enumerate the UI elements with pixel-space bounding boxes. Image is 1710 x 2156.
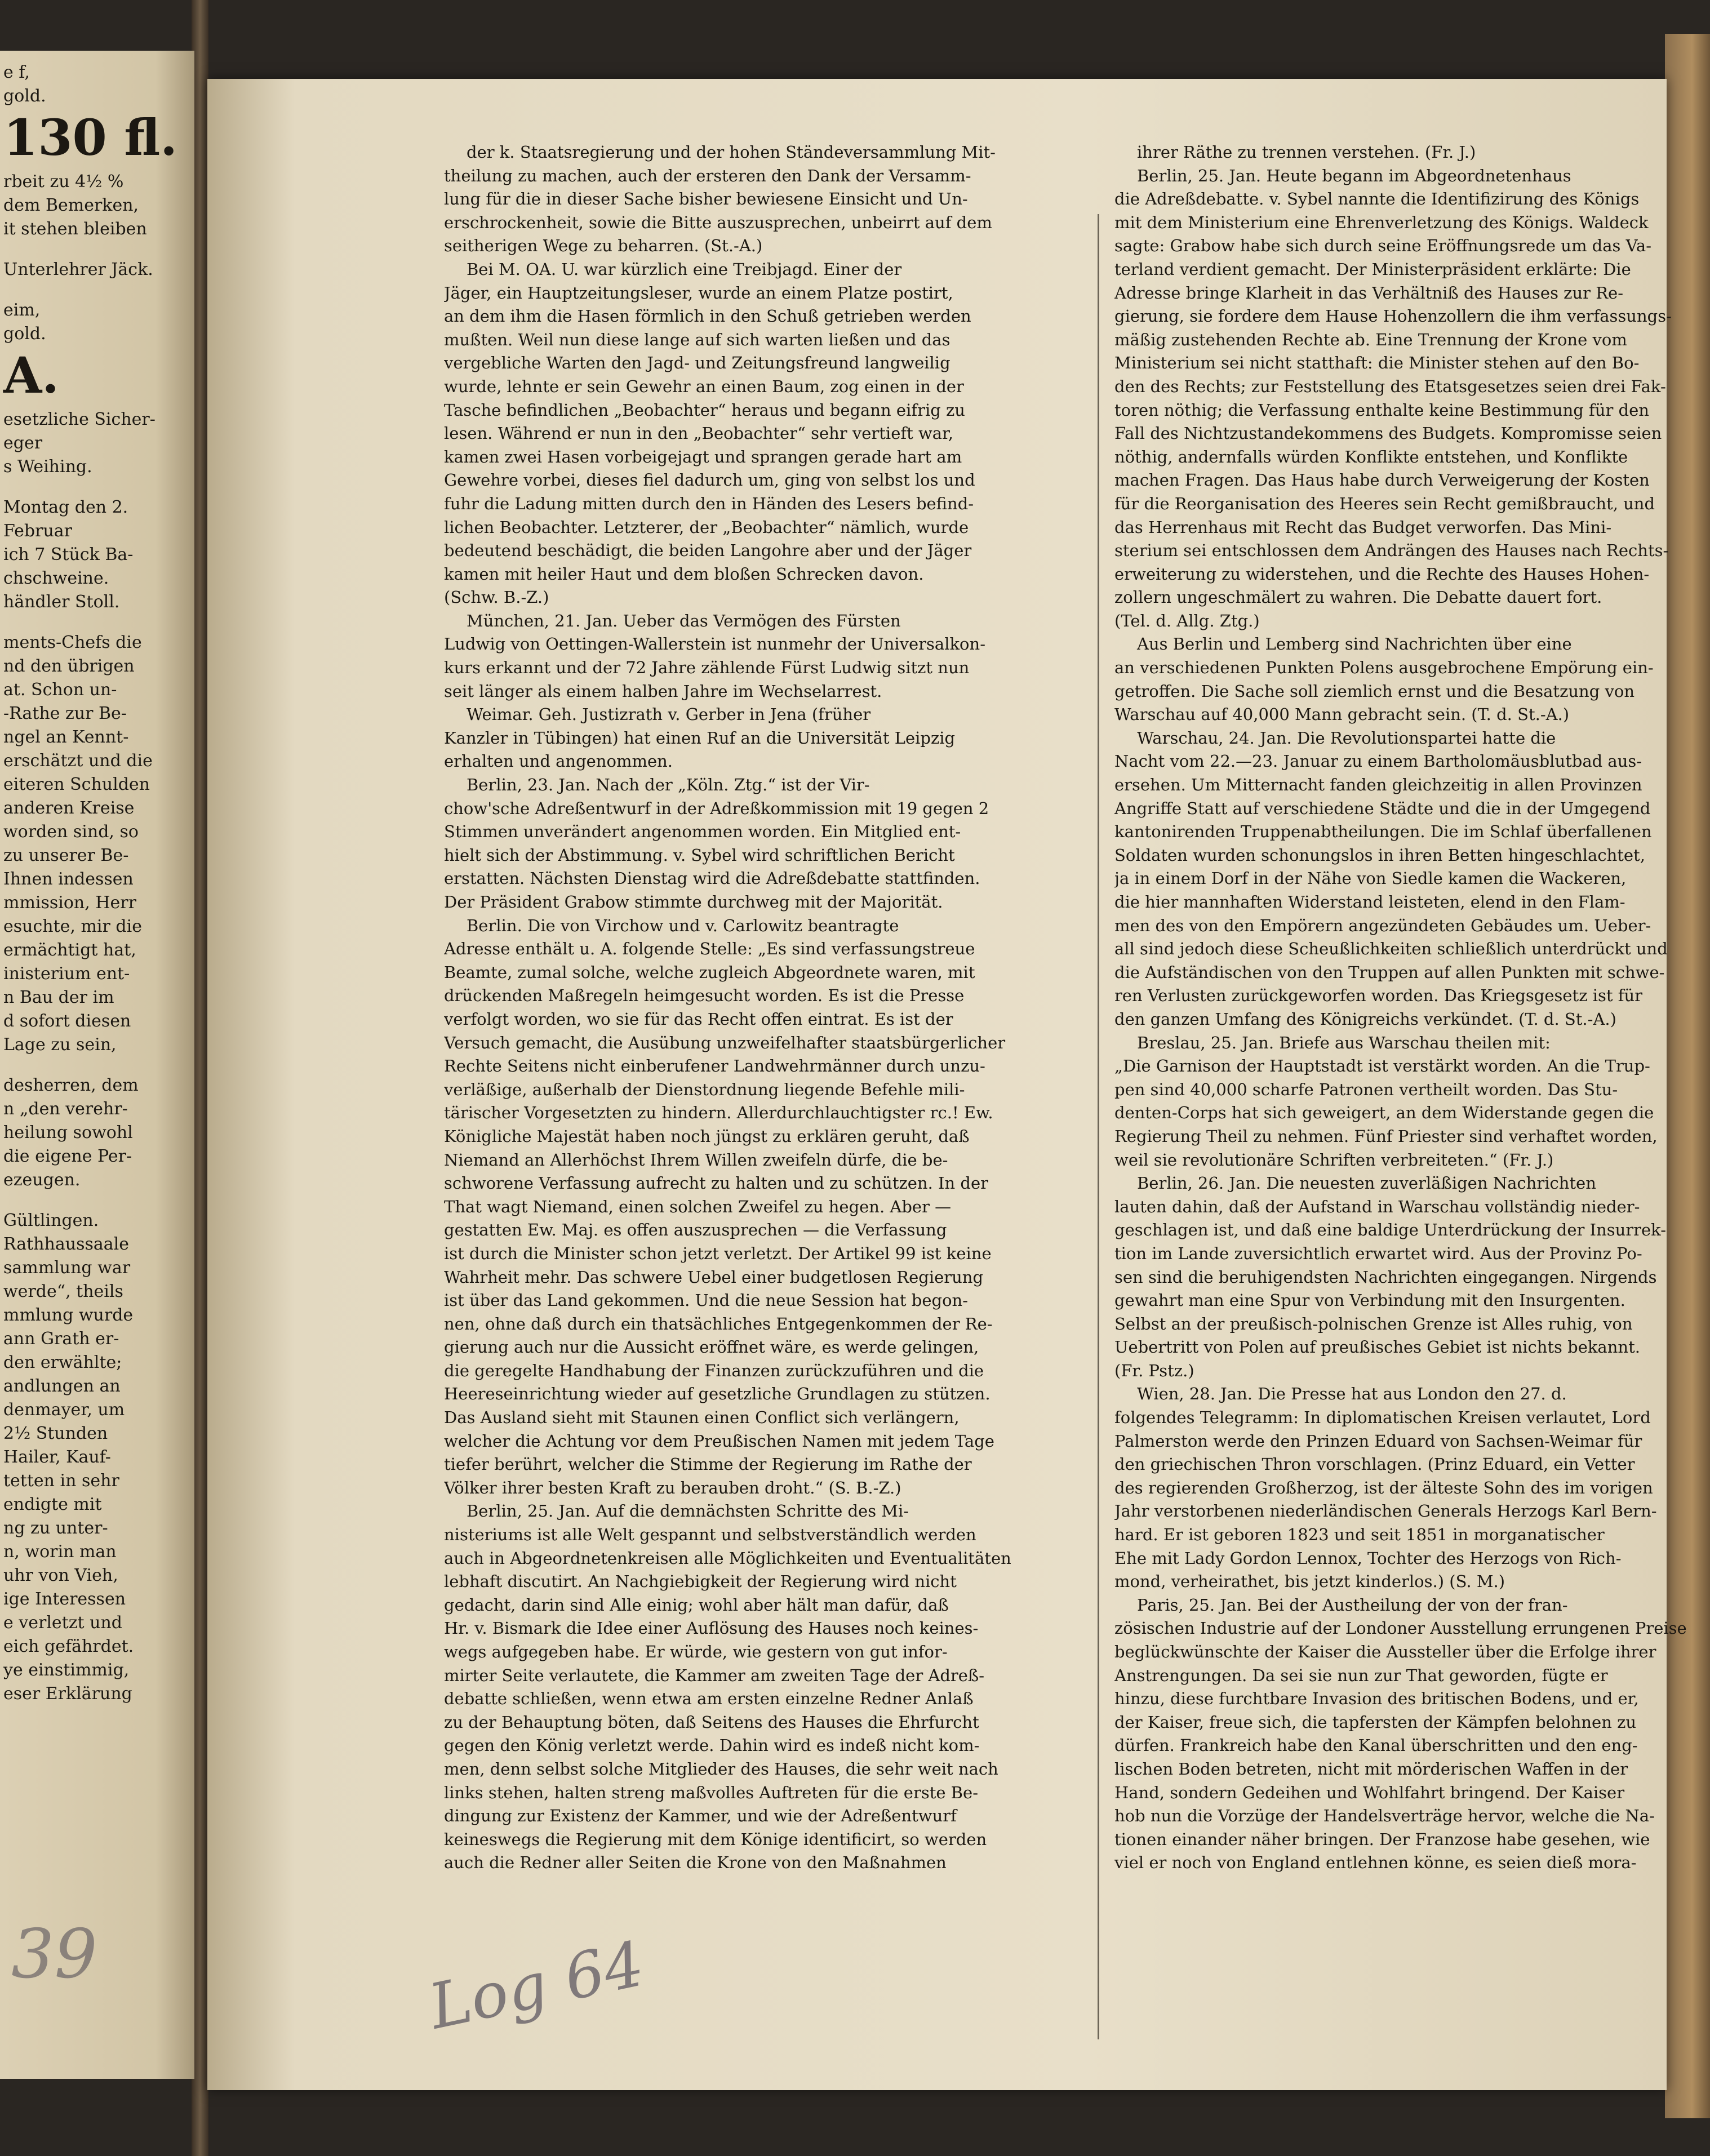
- text-line: gestatten Ew. Maj. es offen auszusprechen — die Verfassung: [444, 1220, 947, 1240]
- text-line: That wagt Niemand, einen solchen Zweifel zu hegen. Aber —: [444, 1197, 952, 1216]
- text-line: zösischen Industrie auf der Londoner Ausstellung errungenen Preise: [1114, 1619, 1687, 1638]
- article-paragraph: [1114, 633, 1710, 726]
- text-line: wurde, lehnte er sein Gewehr an einen Baum, zog einen in der: [444, 376, 964, 396]
- text-line: das Herrenhaus mit Recht das Budget verworfen. Das Mini-: [1114, 517, 1612, 537]
- text-line: Uebertritt von Polen auf preußisches Gebiet ist nichts bekannt.: [1114, 1337, 1640, 1357]
- text-line: Versuch gemacht, die Ausübung unzweifelhafter staatsbürgerlicher: [444, 1033, 1006, 1052]
- left-page-line: die eigene Per-: [3, 1146, 132, 1166]
- left-page-line: esuchte, mir die: [3, 917, 142, 936]
- text-line: gierung, sie fordere dem Hause Hohenzollern die ihm verfassungs-: [1114, 306, 1672, 326]
- text-line: ihrer Räthe zu trennen verstehen. (Fr. J.): [1137, 143, 1476, 162]
- text-line: Warschau auf 40,000 Mann gebracht sein. (T. d. St.-A.): [1114, 705, 1570, 724]
- text-line: der Kaiser, freue sich, die tapfersten der Kämpfen belohnen zu: [1114, 1712, 1637, 1732]
- text-line: Heereseinrichtung wieder auf gesetzliche Grundlagen zu stützen.: [444, 1384, 991, 1404]
- left-page: [0, 51, 194, 2079]
- text-line: mond, verheirathet, bis jetzt kinderlos.) (S. M.): [1114, 1572, 1505, 1592]
- left-page-line: s Weihing.: [3, 457, 92, 477]
- text-line: auch in Abgeordnetenkreisen alle Möglichkeiten und Eventualitäten: [444, 1548, 1011, 1568]
- text-line: München, 21. Jan. Ueber das Vermögen des Fürsten: [467, 611, 901, 630]
- text-line: Niemand an Allerhöchst Ihrem Willen zweifeln dürfe, die be-: [444, 1150, 948, 1170]
- text-line: Kanzler in Tübingen) hat einen Ruf an die Universität Leipzig: [444, 728, 956, 748]
- text-line: links stehen, halten streng maßvolles Auftreten für die erste Be-: [444, 1782, 979, 1802]
- left-page-line: nd den übrigen: [3, 656, 135, 676]
- text-line: welcher die Achtung vor dem Preußischen Namen mit jedem Tage: [444, 1431, 994, 1451]
- left-page-line: e verletzt und: [3, 1613, 122, 1633]
- text-line: die hier mannhaften Widerstand leisteten, elend in den Flam-: [1114, 892, 1625, 912]
- left-page-line: chschweine.: [3, 568, 109, 588]
- article-paragraph: [444, 1500, 1075, 1875]
- text-line: Weimar. Geh. Justizrath v. Gerber in Jena (früher: [467, 705, 871, 724]
- text-line: Gewehre vorbei, dieses fiel dadurch um, ging von selbst los und: [444, 470, 975, 490]
- text-line: folgendes Telegramm: In diplomatischen Kreisen verlautet, Lord: [1114, 1408, 1651, 1428]
- text-line: ren Verlusten zurückgeworfen worden. Das Kriegsgesetz ist für: [1114, 986, 1643, 1006]
- text-line: Berlin, 25. Jan. Auf die demnächsten Schritte des Mi-: [467, 1501, 909, 1521]
- text-line: vergebliche Warten den Jagd- und Zeitungsfreund langweilig: [444, 353, 951, 373]
- text-line: Paris, 25. Jan. Bei der Austheilung der von der fran-: [1137, 1595, 1568, 1615]
- left-page-line: n, worin man: [3, 1542, 117, 1562]
- left-page-line: erschätzt und die: [3, 751, 153, 771]
- text-line: dingung zur Existenz der Kammer, und wie der Adreßentwurf: [444, 1806, 957, 1826]
- text-line: fuhr die Ladung mitten durch den in Händen des Lesers befind-: [444, 494, 974, 513]
- left-page-line: n „den verehr-: [3, 1099, 128, 1119]
- left-page-line: A.: [3, 346, 59, 404]
- text-line: nen, ohne daß durch ein thatsächliches Entgegenkommen der Re-: [444, 1314, 993, 1333]
- left-page-line: ann Grath er-: [3, 1329, 119, 1349]
- text-line: lischen Boden betreten, nicht mit mörderischen Waffen in der: [1114, 1759, 1628, 1779]
- left-page-line: uhr von Vieh,: [3, 1566, 118, 1585]
- text-line: men des von den Empörern angezündeten Gebäudes um. Ueber-: [1114, 915, 1651, 935]
- left-page-line: heilung sowohl: [3, 1123, 133, 1143]
- text-line: beglückwünschte der Kaiser die Aussteller über die Erfolge ihrer: [1114, 1642, 1656, 1661]
- text-line: die geregelte Handhabung der Finanzen zurückzuführen und die: [444, 1361, 984, 1380]
- left-page-line: werde“, theils: [3, 1282, 123, 1301]
- text-line: hob nun die Vorzüge der Handelsverträge hervor, welche die Na-: [1114, 1806, 1655, 1826]
- text-line: tion im Lande zuversichtlich erwartet wird. Aus der Provinz Po-: [1114, 1243, 1642, 1263]
- text-line: ja in einem Dorf in der Nähe von Siedle kamen die Wackeren,: [1114, 869, 1627, 888]
- text-line: kantonirenden Truppenabtheilungen. Die im Schlaf überfallenen: [1114, 822, 1652, 842]
- left-page-line: Hailer, Kauf-: [3, 1447, 111, 1467]
- article-paragraph: [1114, 165, 1710, 633]
- left-page-line: desherren, dem: [3, 1075, 139, 1095]
- text-line: terland verdient gemacht. Der Ministerpräsident erklärte: Die: [1114, 259, 1631, 279]
- text-line: Ehe mit Lady Gordon Lennox, Tochter des Herzogs von Rich-: [1114, 1548, 1622, 1568]
- left-page-line: 130 fl.: [3, 108, 177, 167]
- right-page: [207, 79, 1687, 2090]
- text-line: auch die Redner aller Seiten die Krone von den Maßnahmen: [444, 1853, 947, 1873]
- text-line: Königliche Majestät haben noch jüngst zu erklären geruht, daß: [444, 1126, 970, 1146]
- text-line: Der Präsident Grabow stimmte durchweg mit der Majorität.: [444, 892, 943, 912]
- left-page-line: ich 7 Stück Ba-: [3, 545, 134, 564]
- left-page-line: 2½ Stunden: [3, 1424, 108, 1443]
- text-line: Das Ausland sieht mit Staunen einen Conflict sich verlängern,: [444, 1408, 960, 1428]
- text-line: kamen zwei Hasen vorbeigejagt und sprangen gerade hart am: [444, 447, 962, 466]
- left-page-line: inisterium ent-: [3, 964, 130, 984]
- text-line: Aus Berlin und Lemberg sind Nachrichten über eine: [1137, 634, 1572, 654]
- text-line: gierung auch nur die Aussicht eröffnet wäre, es werde gelingen,: [444, 1337, 979, 1357]
- left-page-line: ngel an Kennt-: [3, 727, 129, 747]
- text-line: all sind jedoch diese Scheußlichkeiten schließlich unterdrückt und: [1114, 939, 1668, 959]
- left-page-line: händler Stoll.: [3, 592, 120, 612]
- text-line: Breslau, 25. Jan. Briefe aus Warschau theilen mit:: [1137, 1033, 1551, 1052]
- text-line: pen sind 40,000 scharfe Patronen vertheilt worden. Das Stu-: [1114, 1079, 1618, 1099]
- text-line: sen sind die beruhigendsten Nachrichten eingegangen. Nirgends: [1114, 1267, 1657, 1287]
- left-page-line: at. Schon un-: [3, 680, 117, 700]
- text-line: lebhaft discutirt. An Nachgiebigkeit der Regierung wird nicht: [444, 1572, 957, 1592]
- text-line: den ganzen Umfang des Königreichs verkündet. (T. d. St.-A.): [1114, 1009, 1616, 1029]
- text-line: die Aufständischen von den Truppen auf allen Punkten mit schwe-: [1114, 962, 1665, 982]
- text-line: drückenden Maßregeln heimgesucht worden. Es ist die Presse: [444, 986, 965, 1006]
- text-line: Adresse enthält u. A. folgende Stelle: „Es sind verfassungstreue: [444, 939, 975, 959]
- article-paragraph: [1114, 1594, 1710, 1875]
- article-paragraph: [1114, 141, 1710, 165]
- text-line: weil sie revolutionäre Schriften verbreiteten.“ (Fr. J.): [1114, 1150, 1554, 1170]
- left-page-line: eich gefährdet.: [3, 1637, 134, 1656]
- article-paragraph: [444, 774, 1075, 914]
- text-line: toren nöthig; die Verfassung enthalte keine Bestimmung für den: [1114, 400, 1649, 420]
- text-line: erhalten und angenommen.: [444, 752, 673, 771]
- left-page-line: n Bau der im: [3, 988, 114, 1007]
- text-line: des regierenden Großherzog, ist der älteste Sohn des im vorigen: [1114, 1478, 1653, 1497]
- text-line: lung für die in dieser Sache bisher bewiesene Einsicht und Un-: [444, 189, 968, 209]
- left-page-line: eim,: [3, 300, 41, 320]
- text-line: gedacht, darin sind Alle einig; wohl aber hält man dafür, daß: [444, 1595, 949, 1615]
- article-paragraph: [1114, 1382, 1710, 1593]
- text-line: an dem ihm die Hasen förmlich in den Schuß getrieben werden: [444, 306, 971, 326]
- text-line: an verschiedenen Punkten Polens ausgebrochene Empörung ein-: [1114, 658, 1654, 678]
- left-page-line: worden sind, so: [3, 822, 139, 842]
- text-line: Regierung Theil zu nehmen. Fünf Priester sind verhaftet worden,: [1114, 1126, 1658, 1146]
- text-line: Stimmen unverändert angenommen worden. Ein Mitglied ent-: [444, 822, 961, 842]
- left-page-line: eser Erklärung: [3, 1684, 132, 1704]
- text-line: Wahrheit mehr. Das schwere Uebel einer budgetlosen Regierung: [444, 1267, 984, 1287]
- text-line: hard. Er ist geboren 1823 und seit 1851 in morganatischer: [1114, 1525, 1605, 1545]
- left-page-line: mmlung wurde: [3, 1305, 134, 1325]
- text-line: verläßige, außerhalb der Dienstordnung liegende Befehle mili-: [444, 1079, 965, 1099]
- left-page-line: e f,: [3, 63, 30, 82]
- left-page-line: Rathhaussaale: [3, 1234, 129, 1254]
- text-line: sagte: Grabow habe sich durch seine Eröffnungsrede um das Va-: [1114, 236, 1652, 256]
- text-line: Berlin, 23. Jan. Nach der „Köln. Ztg.“ ist der Vir-: [467, 775, 870, 795]
- text-line: die Adreßdebatte. v. Sybel nannte die Identifizirung des Königs: [1114, 189, 1640, 209]
- text-line: men, denn selbst solche Mitglieder des Hauses, die sehr weit nach: [444, 1759, 998, 1779]
- text-line: wegs aufgegeben habe. Er würde, wie gestern von gut infor-: [444, 1642, 948, 1661]
- text-line: Rechte Seitens nicht einberufener Landwehrmänner durch unzu-: [444, 1056, 985, 1076]
- text-line: den griechischen Thron vorschlagen. (Prinz Eduard, ein Vetter: [1114, 1455, 1635, 1474]
- left-page-line: it stehen bleiben: [3, 219, 147, 239]
- text-line: Selbst an der preußisch-polnischen Grenze ist Alles ruhig, von: [1114, 1314, 1633, 1333]
- left-page-line: endigte mit: [3, 1495, 102, 1514]
- text-line: hielt sich der Abstimmung. v. Sybel wird schriftlichen Bericht: [444, 845, 955, 865]
- left-page-line: Unterlehrer Jäck.: [3, 260, 153, 279]
- text-line: Hr. v. Bismark die Idee einer Auflösung des Hauses noch keines-: [444, 1619, 979, 1638]
- text-line: chow'sche Adreßentwurf in der Adreßkommission mit 19 gegen 2: [444, 798, 989, 818]
- article-paragraph: [1114, 1032, 1710, 1172]
- left-page-line: Gültlingen.: [3, 1211, 99, 1230]
- handwritten-note: Log 64: [423, 1927, 650, 2043]
- left-page-line: Ihnen indessen: [3, 869, 134, 889]
- left-page-line: denmayer, um: [3, 1400, 125, 1420]
- text-line: der k. Staatsregierung und der hohen Ständeversammlung Mit-: [467, 143, 996, 162]
- text-line: für die Reorganisation des Heeres sein Recht gemißbraucht, und: [1114, 494, 1655, 513]
- text-line: tärischer Vorgesetzten zu hindern. Allerdurchlauchtigster rc.! Ew.: [444, 1103, 993, 1123]
- text-line: lesen. Während er nun in den „Beobachter“ sehr vertieft war,: [444, 424, 953, 443]
- left-page-line: ige Interessen: [3, 1589, 126, 1609]
- text-line: gewahrt man eine Spur von Verbindung mit den Insurgenten.: [1114, 1291, 1625, 1310]
- text-line: nöthig, andernfalls würden Konflikte entstehen, und Konflikte: [1114, 447, 1628, 466]
- text-line: lauten dahin, daß der Aufstand in Warschau vollständig nieder-: [1114, 1197, 1640, 1216]
- left-page-line: ermächtigt hat,: [3, 940, 136, 960]
- text-line: sterium sei entschlossen dem Andrängen des Hauses nach Rechts-: [1114, 541, 1669, 561]
- text-line: schworene Verfassung aufrecht zu halten und zu schützen. In der: [444, 1173, 988, 1193]
- text-line: ist über das Land gekommen. Und die neue Session hat begon-: [444, 1291, 969, 1310]
- text-line: kamen mit heiler Haut und dem bloßen Schrecken davon.: [444, 564, 924, 584]
- text-line: bedeutend beschädigt, die beiden Langohre aber und der Jäger: [444, 541, 972, 561]
- left-page-line: den erwählte;: [3, 1353, 122, 1372]
- text-line: Tasche befindlichen „Beobachter“ heraus und begann eifrig zu: [444, 400, 965, 420]
- left-page-line: sammlung war: [3, 1258, 131, 1278]
- text-line: Adresse bringe Klarheit in das Verhältniß des Hauses zur Re-: [1114, 283, 1624, 303]
- text-line: debatte schließen, wenn etwa am ersten einzelne Redner Anlaß: [444, 1689, 974, 1709]
- left-page-line: mmission, Herr: [3, 893, 136, 913]
- text-line: Soldaten wurden schonungslos in ihren Betten hingeschlachtet,: [1114, 845, 1645, 865]
- text-line: hinzu, diese furchtbare Invasion des britischen Bodens, und er,: [1114, 1689, 1639, 1709]
- left-page-line: ezeugen.: [3, 1170, 81, 1190]
- text-line: „Die Garnison der Hauptstadt ist verstärkt worden. An die Trup-: [1114, 1056, 1650, 1076]
- text-line: Berlin, 25. Jan. Heute begann im Abgeordnetenhaus: [1137, 166, 1571, 185]
- text-line: (Fr. Pstz.): [1114, 1361, 1194, 1380]
- text-line: Berlin. Die von Virchow und v. Carlowitz beantragte: [467, 915, 899, 935]
- text-line: Ministerium sei nicht statthaft: die Minister stehen auf den Bo-: [1114, 353, 1640, 373]
- left-page-line: gold.: [3, 324, 46, 344]
- text-line: getroffen. Die Sache soll ziemlich ernst und die Besatzung von: [1114, 681, 1635, 701]
- text-line: den des Rechts; zur Feststellung des Etatsgesetzes seien drei Fak-: [1114, 376, 1666, 396]
- text-line: verfolgt worden, wo sie für das Recht offen eintrat. Es ist der: [444, 1009, 953, 1029]
- left-page-line: dem Bemerken,: [3, 195, 139, 215]
- text-line: Beamte, zumal solche, welche zugleich Abgeordnete waren, mit: [444, 962, 975, 982]
- text-line: seitherigen Wege zu beharren. (St.-A.): [444, 236, 763, 256]
- left-page-line: esetzliche Sicher-: [3, 410, 156, 429]
- text-line: mußten. Weil nun diese lange auf sich warten ließen und das: [444, 330, 951, 349]
- left-page-line: Februar: [3, 521, 73, 541]
- text-line: Wien, 28. Jan. Die Presse hat aus London den 27. d.: [1137, 1384, 1567, 1404]
- left-page-line: zu unserer Be-: [3, 846, 129, 865]
- left-page-line: eiteren Schulden: [3, 775, 150, 794]
- text-line: kurs erkannt und der 72 Jahre zählende Fürst Ludwig sitzt nun: [444, 658, 970, 678]
- text-line: geschlagen ist, und daß eine baldige Unterdrückung der Insurrek-: [1114, 1220, 1667, 1240]
- text-line: Berlin, 26. Jan. Die neuesten zuverläßigen Nachrichten: [1137, 1173, 1596, 1193]
- text-line: dürfen. Frankreich habe den Kanal überschritten und den eng-: [1114, 1736, 1638, 1755]
- text-line: (Tel. d. Allg. Ztg.): [1114, 611, 1260, 630]
- text-line: theilung zu machen, auch der ersteren den Dank der Versamm-: [444, 166, 971, 185]
- text-line: ersehen. Um Mitternacht fanden gleichzeitig in allen Provinzen: [1114, 775, 1642, 795]
- text-line: mit dem Ministerium eine Ehrenverletzung des Königs. Waldeck: [1114, 212, 1649, 232]
- text-line: viel er noch von England entlehnen könne, es seien dieß mora-: [1114, 1853, 1637, 1873]
- text-line: Hand, sondern Gedeihen und Wohlfahrt bringend. Der Kaiser: [1114, 1782, 1625, 1802]
- column-divider: [1098, 214, 1099, 2039]
- text-line: tiefer berührt, welcher die Stimme der Regierung im Rathe der: [444, 1455, 972, 1474]
- text-line: Palmerston werde den Prinzen Eduard von Sachsen-Weimar für: [1114, 1431, 1642, 1451]
- text-line: erstatten. Nächsten Dienstag wird die Adreßdebatte stattfinden.: [444, 869, 980, 888]
- text-line: seit länger als einem halben Jahre im Wechselarrest.: [444, 681, 882, 701]
- text-line: zu der Behauptung böten, daß Seitens des Hauses die Ehrfurcht: [444, 1712, 979, 1732]
- text-line: Warschau, 24. Jan. Die Revolutionspartei hatte die: [1137, 728, 1556, 748]
- left-page-line: rbeit zu 4½ %: [3, 172, 124, 192]
- text-line: Fall des Nichtzustandekommens des Budgets. Kompromisse seien: [1114, 424, 1662, 443]
- left-page-line: -Rathe zur Be-: [3, 704, 127, 723]
- text-line: zollern ungeschmälert zu wahren. Die Debatte dauert fort.: [1114, 588, 1602, 607]
- text-line: denten-Corps hat sich geweigert, an dem Widerstande gegen die: [1114, 1103, 1654, 1123]
- text-line: Jahr verstorbenen niederländischen Generals Herzogs Karl Bern-: [1114, 1501, 1657, 1521]
- text-line: lichen Beobachter. Letzterer, der „Beobachter“ nämlich, wurde: [444, 517, 969, 537]
- article-paragraph: [444, 141, 1075, 258]
- text-line: mäßig zustehenden Rechte ab. Eine Trennung der Krone vom: [1114, 330, 1627, 349]
- text-line: Ludwig von Oettingen-Wallerstein ist nunmehr der Universalkon-: [444, 634, 985, 654]
- article-paragraph: [444, 610, 1075, 703]
- left-page-line: eger: [3, 433, 43, 453]
- left-page-line: ments-Chefs die: [3, 633, 142, 652]
- text-line: Nacht vom 22.—23. Januar zu einem Bartholomäusblutbad aus-: [1114, 752, 1642, 771]
- article-paragraph: [444, 258, 1075, 610]
- left-page-line: andlungen an: [3, 1376, 121, 1396]
- text-line: gegen den König verletzt werde. Dahin wird es indeß nicht kom-: [444, 1736, 980, 1755]
- article-paragraph: [1114, 1172, 1710, 1382]
- left-page-line: anderen Kreise: [3, 798, 135, 818]
- article-paragraph: [444, 914, 1075, 1500]
- left-column: [444, 141, 1075, 1875]
- text-line: nisteriums ist alle Welt gespannt und selbstverständlich werden: [444, 1525, 976, 1545]
- left-page-line: Montag den 2.: [3, 497, 128, 517]
- left-page-line: gold.: [3, 86, 46, 106]
- left-page-line: Lage zu sein,: [3, 1035, 117, 1055]
- left-page-line: ng zu unter-: [3, 1518, 108, 1538]
- left-page-line: d sofort diesen: [3, 1011, 131, 1031]
- text-line: Jäger, ein Hauptzeitungsleser, wurde an einem Platze postirt,: [444, 283, 953, 303]
- text-line: Völker ihrer besten Kraft zu berauben droht.“ (S. B.-Z.): [444, 1478, 901, 1497]
- text-line: erschrockenheit, sowie die Bitte auszusprechen, unbeirrt auf dem: [444, 212, 992, 232]
- text-line: erweiterung zu widerstehen, und die Rechte des Hauses Hohen-: [1114, 564, 1650, 584]
- left-page-line: tetten in sehr: [3, 1471, 119, 1491]
- left-page-line: ye einstimmig,: [3, 1660, 130, 1680]
- article-paragraph: [444, 703, 1075, 774]
- text-line: Anstrengungen. Da sei sie nun zur That geworden, fügte er: [1114, 1665, 1608, 1685]
- text-line: machen Fragen. Das Haus habe durch Verweigerung der Kosten: [1114, 470, 1650, 490]
- text-line: mirter Seite verlautete, die Kammer am zweiten Tage der Adreß-: [444, 1665, 985, 1685]
- text-line: Angriffe Statt auf verschiedene Städte und die in der Umgegend: [1114, 798, 1651, 818]
- handwritten-note-left: 39: [11, 1915, 97, 1994]
- right-column: [1114, 141, 1710, 1875]
- article-paragraph: [1114, 727, 1710, 1032]
- text-line: ist durch die Minister schon jetzt verletzt. Der Artikel 99 ist keine: [444, 1243, 992, 1263]
- text-line: Bei M. OA. U. war kürzlich eine Treibjagd. Einer der: [467, 259, 902, 279]
- text-line: tionen einander näher bringen. Der Franzose habe gesehen, wie: [1114, 1829, 1650, 1849]
- text-line: (Schw. B.-Z.): [444, 588, 549, 607]
- text-line: keineswegs die Regierung mit dem Könige identificirt, so werden: [444, 1829, 987, 1849]
